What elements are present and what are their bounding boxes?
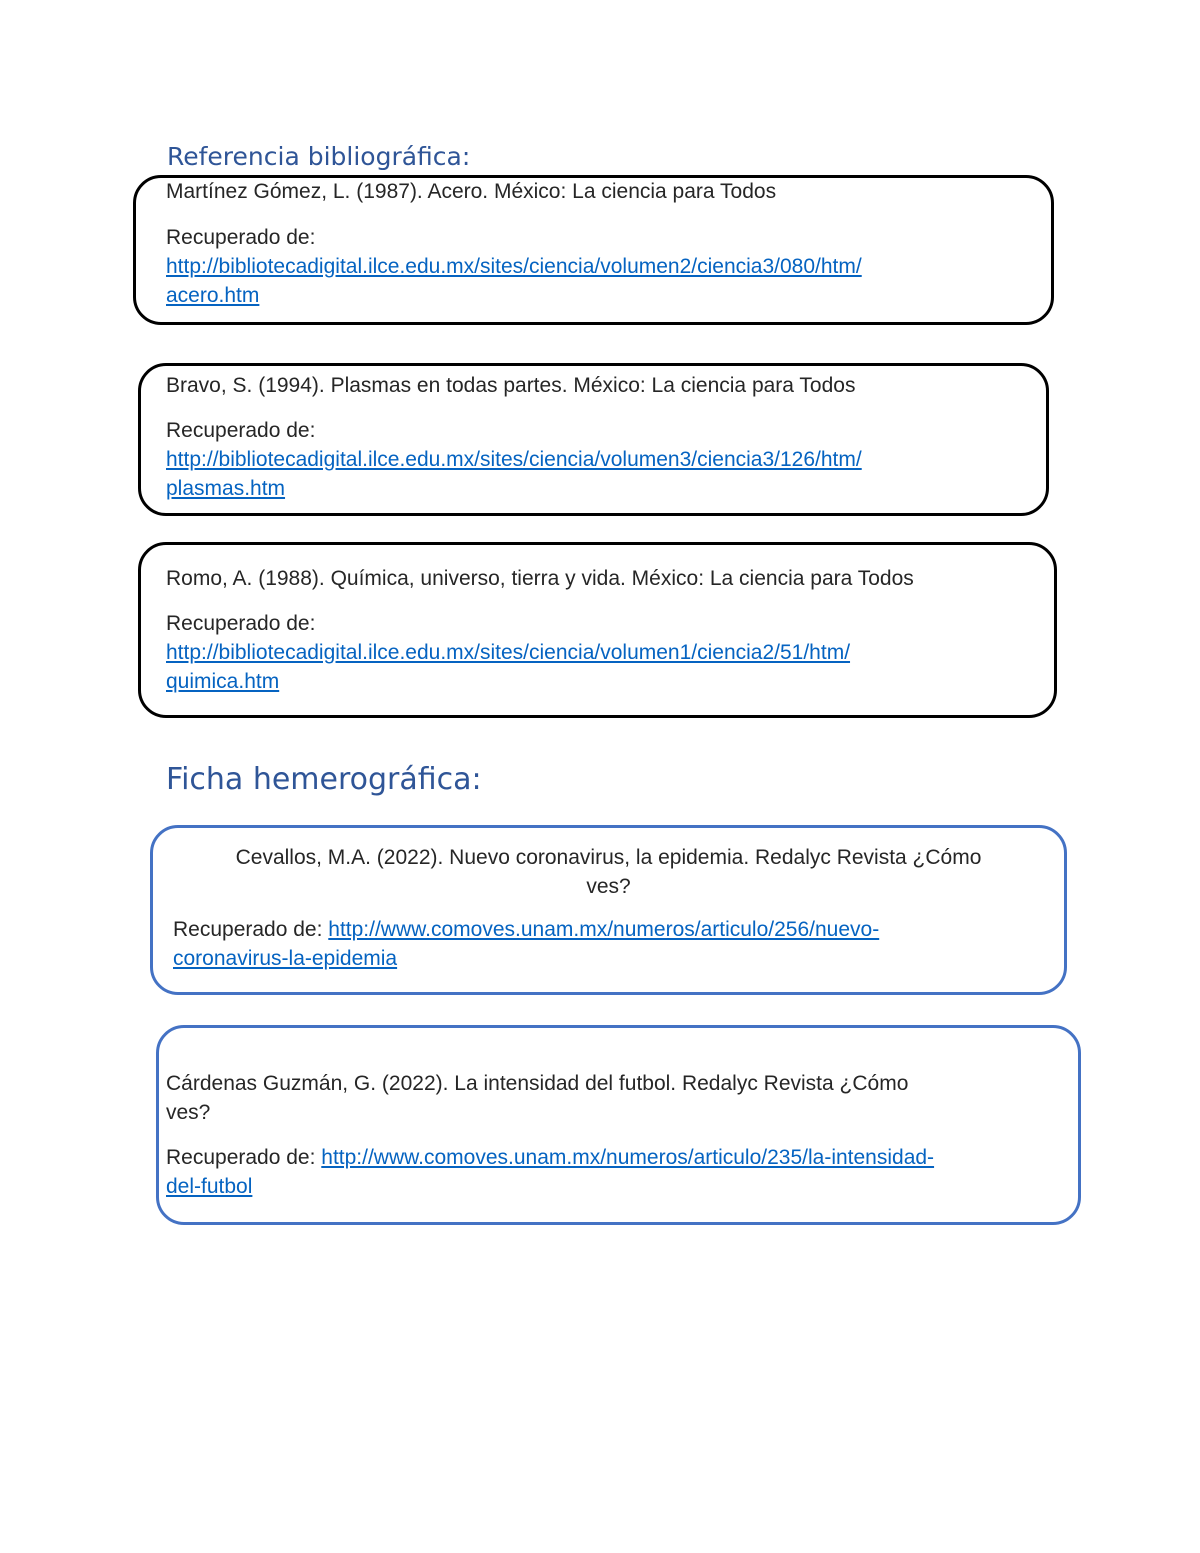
hemero-citation-1-line1: Cevallos, M.A. (2022). Nuevo coronavirus, la epidemia. Redalyc Revista ¿Cómo	[235, 846, 982, 869]
bib-citation-3: Romo, A. (1988). Química, universo, tierra y vida. México: La ciencia para Todos	[166, 567, 914, 590]
heading-referencia-bibliografica: Referencia bibliográfica:	[167, 142, 471, 171]
heading-ficha-hemerografica: Ficha hemerográfica:	[166, 762, 482, 797]
bib-citation-2: Bravo, S. (1994). Plasmas en todas partes. México: La ciencia para Todos	[166, 374, 856, 397]
retrieved-label: Recuperado de:	[166, 226, 316, 249]
bib-retrieved-3	[166, 609, 850, 696]
hemero-link-1-cont[interactable]: coronavirus-la-epidemia	[173, 947, 398, 970]
retrieved-label: Recuperado de:	[173, 918, 329, 941]
bib-link-3-cont[interactable]: quimica.htm	[166, 670, 280, 693]
bib-link-1[interactable]: http://bibliotecadigital.ilce.edu.mx/sites/ciencia/volumen2/ciencia3/080/htm/	[166, 255, 862, 278]
bib-citation-1: Martínez Gómez, L. (1987). Acero. México: La ciencia para Todos	[166, 180, 777, 203]
hemero-citation-2-line2: ves?	[166, 1101, 211, 1124]
bib-link-3[interactable]: http://bibliotecadigital.ilce.edu.mx/sites/ciencia/volumen1/ciencia2/51/htm/	[166, 641, 851, 664]
hemero-link-1[interactable]: http://www.comoves.unam.mx/numeros/articulo/256/nuevo-	[328, 918, 880, 941]
hemero-citation-1	[160, 843, 1057, 901]
hemero-link-2-cont[interactable]: del-futbol	[166, 1175, 253, 1198]
bib-retrieved-1	[166, 223, 862, 310]
bib-link-2-cont[interactable]: plasmas.htm	[166, 477, 286, 500]
hemero-citation-1-line2: ves?	[586, 875, 631, 898]
bib-retrieved-2	[166, 416, 862, 503]
hemero-citation-2	[166, 1069, 908, 1127]
retrieved-label: Recuperado de:	[166, 1146, 322, 1169]
hemero-citation-2-line1: Cárdenas Guzmán, G. (2022). La intensidad del futbol. Redalyc Revista ¿Cómo	[166, 1072, 909, 1095]
hemero-link-2[interactable]: http://www.comoves.unam.mx/numeros/articulo/235/la-intensidad-	[321, 1146, 935, 1169]
hemero-retrieved-2	[166, 1143, 934, 1201]
hemero-retrieved-1	[173, 915, 879, 973]
bib-link-1-cont[interactable]: acero.htm	[166, 284, 260, 307]
retrieved-label: Recuperado de:	[166, 419, 316, 442]
retrieved-label: Recuperado de:	[166, 612, 316, 635]
bib-link-2[interactable]: http://bibliotecadigital.ilce.edu.mx/sites/ciencia/volumen3/ciencia3/126/htm/	[166, 448, 862, 471]
